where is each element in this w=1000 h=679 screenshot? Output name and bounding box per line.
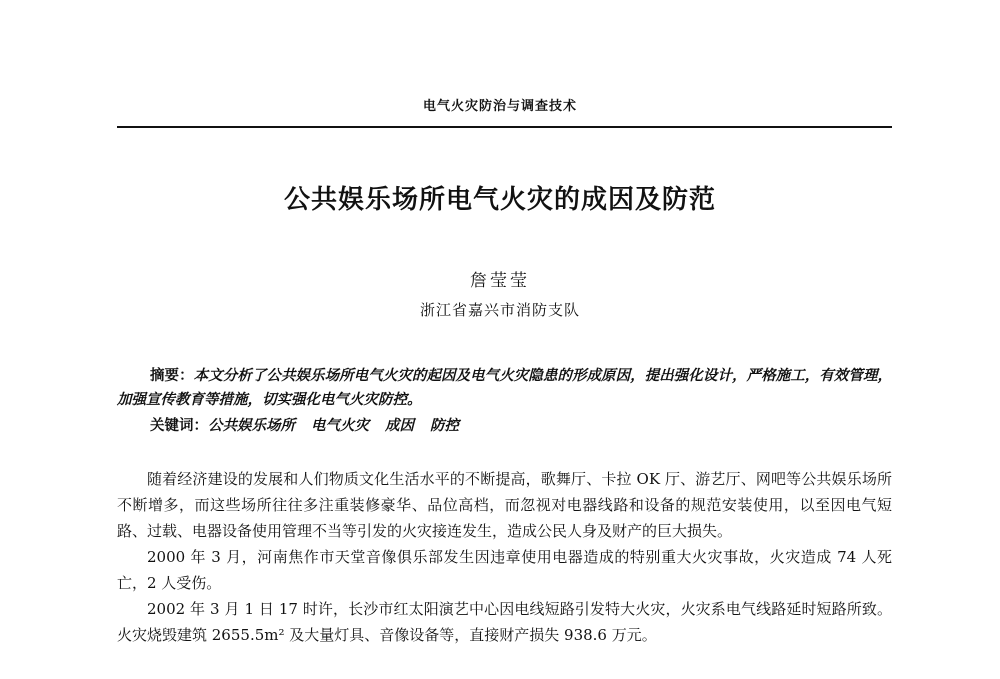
keyword: 成因 <box>385 417 414 434</box>
body-paragraph: 2002 年 3 月 1 日 17 时许，长沙市红太阳演艺中心因电线短路引发特大火灾，火灾系电气线路延时短路所致。火灾烧毁建筑 2655.5m² 及大量灯具、音像设备等，直接财产损失 938.6 万元。 <box>117 600 892 644</box>
keywords <box>150 414 475 438</box>
abstract <box>117 364 892 412</box>
author-name: 詹莹莹 <box>470 271 530 291</box>
keyword: 电气火灾 <box>311 417 369 434</box>
header-rule <box>117 126 892 128</box>
body-text <box>117 466 892 648</box>
paper-title: 公共娱乐场所电气火灾的成因及防范 <box>283 185 716 215</box>
abstract-text: 本文分析了公共娱乐场所电气火灾的起因及电气火灾隐患的形成原因，提出强化设计，严格施工，有效管理，加强宣传教育等措施，切实强化电气火灾防控。 <box>117 367 893 408</box>
running-header: 电气火灾防治与调查技术 <box>422 99 577 114</box>
keyword: 公共娱乐场所 <box>208 417 295 434</box>
body-paragraph: 2000 年 3 月，河南焦作市天堂音像俱乐部发生因违章使用电器造成的特别重大火灾事故，火灾造成 74 人死亡，2 人受伤。 <box>117 548 892 592</box>
keyword: 防控 <box>430 417 459 434</box>
keywords-label: 关键词： <box>150 417 208 434</box>
abstract-label: 摘要： <box>150 367 194 384</box>
author-affiliation: 浙江省嘉兴市消防支队 <box>419 301 580 319</box>
body-paragraph: 随着经济建设的发展和人们物质文化生活水平的不断提高，歌舞厅、卡拉 OK 厅、游艺厅、网吧等公共娱乐场所不断增多，而这些场所往往多注重装修豪华、品位高档，而忽视对电器线路和设备的规范安装使用，以至因电气短路、过载、电器设备使用管理不当等引发的火灾接连发生，造成公民人身及财产的巨大损失。 <box>117 470 892 540</box>
